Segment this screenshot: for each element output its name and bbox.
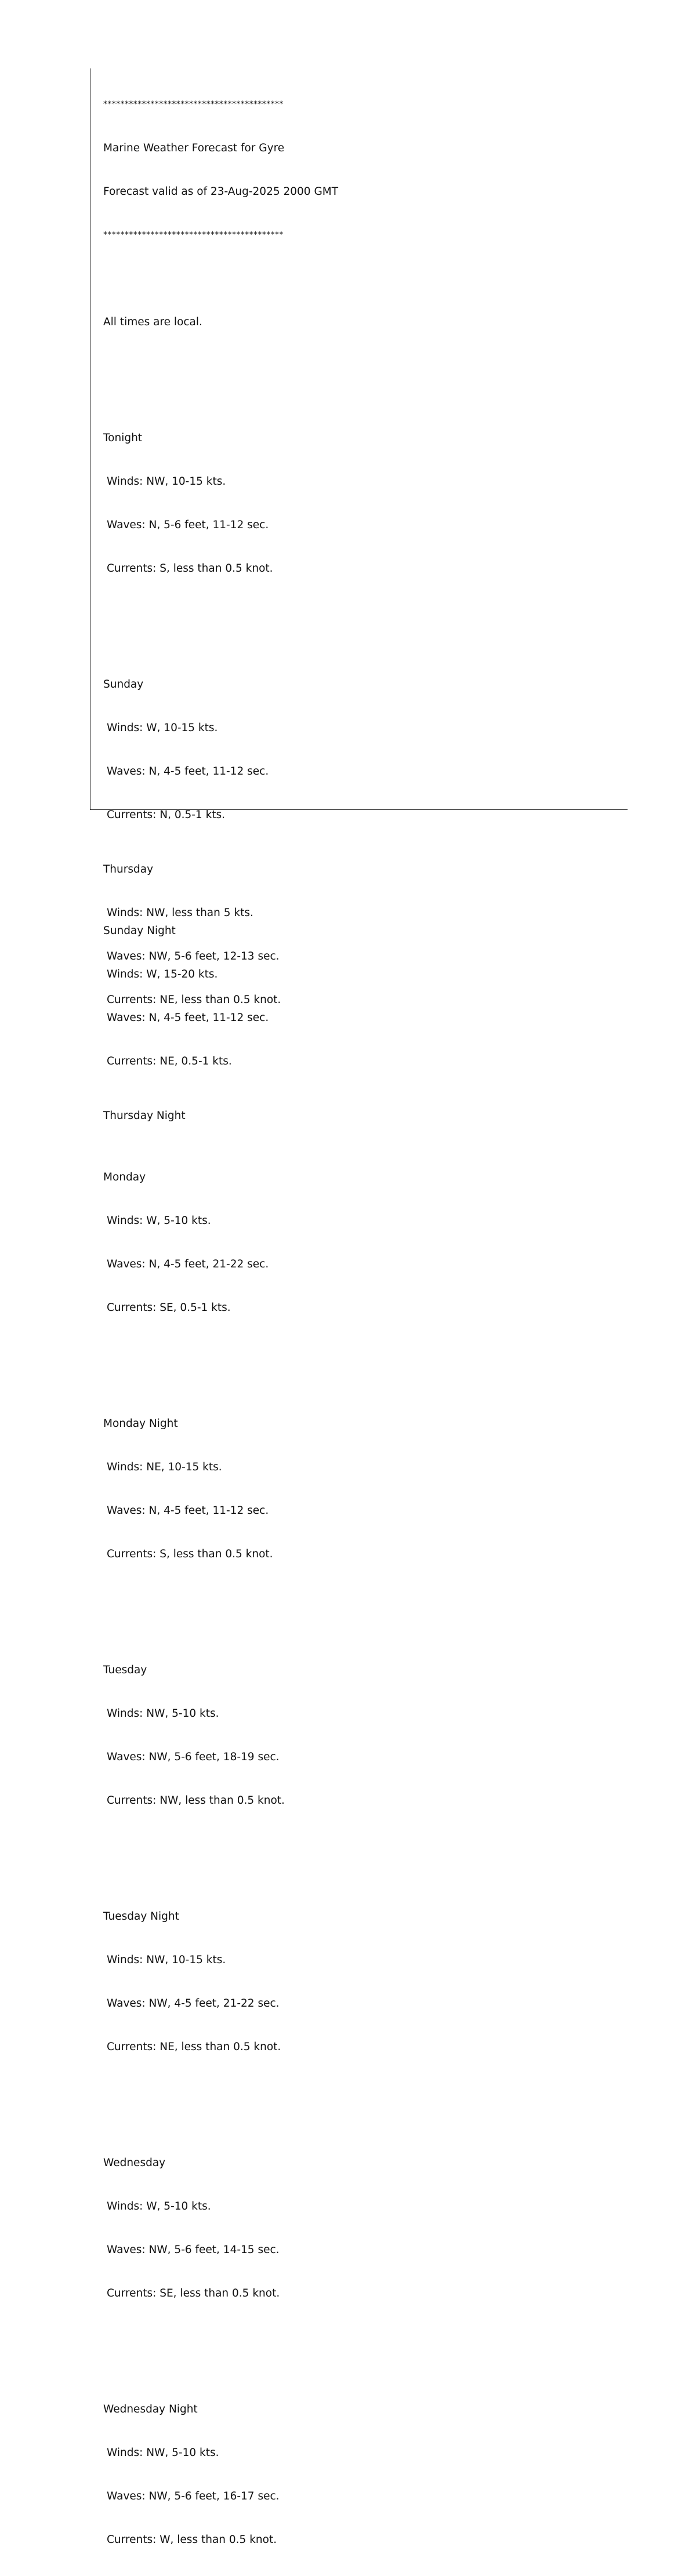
period-currents: Currents: N, 0.5-1 kts. bbox=[107, 809, 226, 821]
period-currents: Currents: SE, 0.5-1 kts. bbox=[107, 1302, 231, 1314]
period-winds: Winds: W, 10-15 kts. bbox=[107, 722, 218, 734]
forecast-continued-content bbox=[103, 819, 614, 1152]
period-winds: Winds: NW, 10-15 kts. bbox=[107, 1954, 226, 1966]
period-waves: Waves: NW, 4-5 feet, 21-22 sec. bbox=[107, 1997, 280, 2010]
period-waves: Waves: N, 4-5 feet, 21-22 sec. bbox=[107, 1258, 269, 1270]
spacer bbox=[103, 2330, 614, 2344]
period-waves: Waves: NW, 5-6 feet, 14-15 sec. bbox=[107, 2244, 280, 2256]
period-winds: Winds: NW, less than 5 kts. bbox=[107, 907, 253, 919]
period-winds: Winds: NW, 10-15 kts. bbox=[107, 475, 226, 488]
header-stars-bottom: ****************************************** bbox=[103, 230, 284, 239]
period-currents: Currents: S, less than 0.5 knot. bbox=[107, 1548, 273, 1560]
forecast-framed-content bbox=[103, 68, 614, 2576]
period-currents: Currents: NE, less than 0.5 knot. bbox=[107, 2041, 281, 2053]
period-currents: Currents: SE, less than 0.5 knot. bbox=[107, 2287, 280, 2299]
period-name: Tuesday bbox=[103, 1664, 147, 1676]
period-currents: Currents: W, less than 0.5 knot. bbox=[107, 2534, 277, 2546]
spacer bbox=[103, 271, 614, 286]
period-name: Wednesday Night bbox=[103, 2403, 198, 2415]
spacer bbox=[103, 605, 614, 619]
period-name: Sunday bbox=[103, 678, 144, 691]
period-currents: Currents: S, less than 0.5 knot. bbox=[107, 562, 273, 575]
period-waves: Waves: NW, 5-6 feet, 16-17 sec. bbox=[107, 2490, 280, 2502]
period-winds: Winds: W, 5-10 kts. bbox=[107, 1215, 211, 1227]
period-name: Tuesday Night bbox=[103, 1910, 179, 1923]
period-waves: Waves: NW, 5-6 feet, 12-13 sec. bbox=[107, 950, 280, 962]
period-waves: Waves: N, 5-6 feet, 11-12 sec. bbox=[107, 519, 269, 531]
spacer bbox=[103, 358, 614, 373]
header-stars-top: ****************************************** bbox=[103, 100, 284, 109]
time-note: All times are local. bbox=[103, 316, 202, 328]
period-winds: Winds: W, 5-10 kts. bbox=[107, 2200, 211, 2212]
period-waves: Waves: NW, 5-6 feet, 18-19 sec. bbox=[107, 1751, 280, 1763]
period-winds: Winds: NE, 10-15 kts. bbox=[107, 1461, 222, 1473]
spacer bbox=[103, 1837, 614, 1851]
period-name: Tonight bbox=[103, 432, 143, 444]
period-name: Sunday Night bbox=[103, 925, 176, 937]
period-winds: Winds: W, 15-20 kts. bbox=[107, 968, 218, 980]
period-currents: Currents: NE, 0.5-1 kts. bbox=[107, 1055, 232, 1067]
forecast-title: Marine Weather Forecast for Gyre bbox=[103, 142, 285, 154]
period-winds: Winds: NW, 5-10 kts. bbox=[107, 1707, 219, 1720]
period-name: Monday Night bbox=[103, 1418, 178, 1430]
period-currents: Currents: NE, less than 0.5 knot. bbox=[107, 994, 281, 1006]
spacer bbox=[103, 2083, 614, 2098]
period-currents: Currents: NW, less than 0.5 knot. bbox=[107, 1794, 285, 1807]
forecast-valid-time: Forecast valid as of 23-Aug-2025 2000 GMT bbox=[103, 186, 339, 198]
spacer bbox=[103, 1590, 614, 1605]
period-waves: Waves: N, 4-5 feet, 11-12 sec. bbox=[107, 765, 269, 777]
period-name: Thursday bbox=[103, 863, 154, 875]
period-waves: Waves: N, 4-5 feet, 11-12 sec. bbox=[107, 1012, 269, 1024]
period-winds: Winds: NW, 5-10 kts. bbox=[107, 2447, 219, 2459]
period-name: Monday bbox=[103, 1171, 146, 1183]
period-waves: Waves: N, 4-5 feet, 11-12 sec. bbox=[107, 1505, 269, 1517]
spacer bbox=[103, 1344, 614, 1358]
spacer bbox=[103, 1036, 614, 1051]
period-name: Wednesday bbox=[103, 2157, 166, 2169]
period-name: Thursday Night bbox=[103, 1110, 186, 1122]
